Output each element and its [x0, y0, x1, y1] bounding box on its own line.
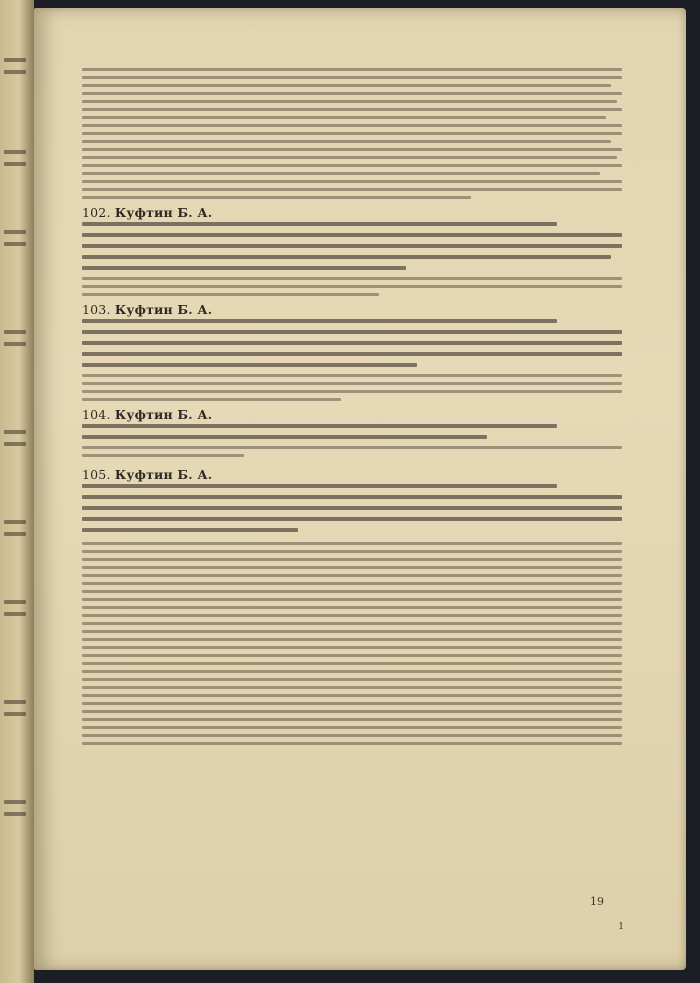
entry-number: 105.: [82, 467, 111, 482]
entry-103-annotation: [82, 374, 622, 401]
entry-author: Куфтин Б. А.: [114, 302, 213, 317]
entry-author: Куфтин Б. А.: [114, 407, 213, 422]
entry-author: Куфтин Б. А.: [114, 467, 213, 482]
book-page: [34, 8, 686, 970]
entry-heading: [82, 205, 622, 220]
entry-105-annotation: [82, 542, 622, 745]
entry-number: 103.: [82, 302, 111, 317]
facing-page-edge: [0, 0, 34, 983]
entry-heading: [82, 407, 622, 422]
entry-105: [82, 467, 622, 532]
page-text-area: [82, 68, 622, 751]
entry-103: [82, 302, 622, 367]
entry-104-annotation: [82, 446, 622, 457]
entry-102: [82, 205, 622, 270]
corner-mark: 1: [618, 922, 624, 932]
entry-number: 104.: [82, 407, 111, 422]
entry-number: 102.: [82, 205, 111, 220]
entry-104: [82, 407, 622, 439]
entry-heading: [82, 467, 622, 482]
entry-102-annotation: [82, 277, 622, 296]
entry-heading: [82, 302, 622, 317]
intro-paragraph: [82, 68, 622, 199]
page-number: 19: [590, 895, 604, 908]
entry-author: Куфтин Б. А.: [114, 205, 213, 220]
